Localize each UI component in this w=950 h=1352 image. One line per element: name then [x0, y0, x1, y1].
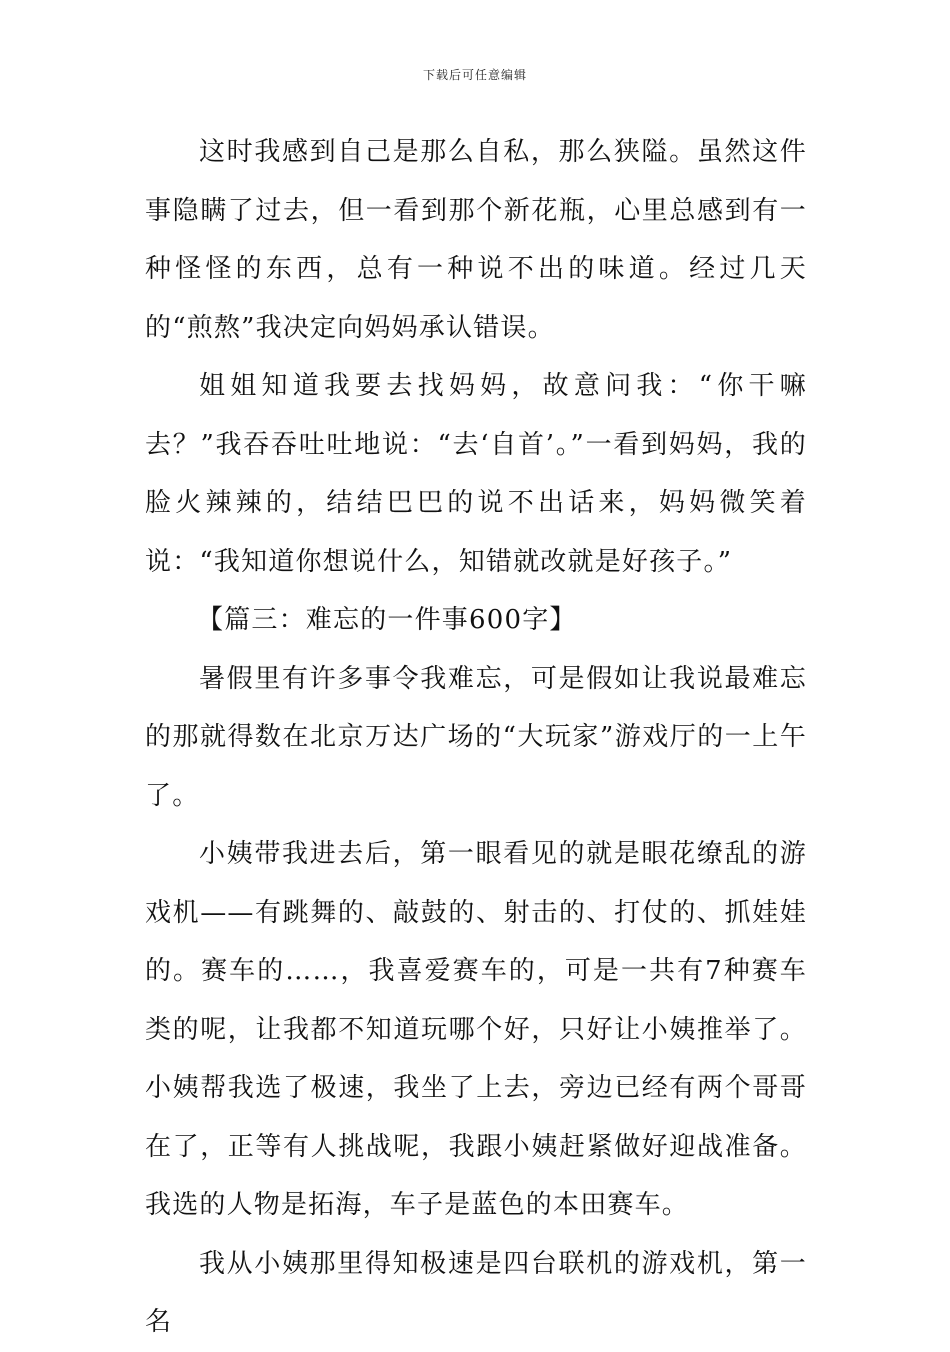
paragraph-2: 姐姐知道我要去找妈妈，故意问我：“你干嘛去？”我吞吞吐吐地说：“去‘自首’。”一看到妈妈，我的脸火辣辣的，结结巴巴的说不出话来，妈妈微笑着说：“我知道你想说什么，知错就改就是好孩子。” [145, 371, 807, 577]
section-paragraph-2: 小姨带我进去后，第一眼看见的就是眼花缭乱的游戏机——有跳舞的、敲鼓的、射击的、打仗的、抓娃娃的。赛车的……，我喜爱赛车的，可是一共有7种赛车类的呢，让我都不知道玩哪个好，只好让小姨推举了。小姨帮我选了极速，我坐了上去，旁边已经有两个哥哥在了，正等有人挑战呢，我跟小姨赶紧做好迎战准备。我选的人物是拓海，车子是蓝色的本田赛车。 [145, 839, 807, 1220]
section-paragraph-3: 我从小姨那里得知极速是四台联机的游戏机，第一名 [145, 1248, 807, 1337]
section-heading: 【篇三：难忘的一件事600字】 [197, 605, 577, 635]
document-body [145, 123, 807, 1352]
page-header: 下载后可任意编辑 [422, 68, 527, 82]
section-paragraph-1: 暑假里有许多事令我难忘，可是假如让我说最难忘的那就得数在北京万达广场的“大玩家”游戏厅的一上午了。 [145, 663, 807, 811]
paragraph-1: 这时我感到自己是那么自私，那么狭隘。虽然这件事隐瞒了过去，但一看到那个新花瓶，心里总感到有一种怪怪的东西，总有一种说不出的味道。经过几天的“煎熬”我决定向妈妈承认错误。 [145, 137, 807, 343]
